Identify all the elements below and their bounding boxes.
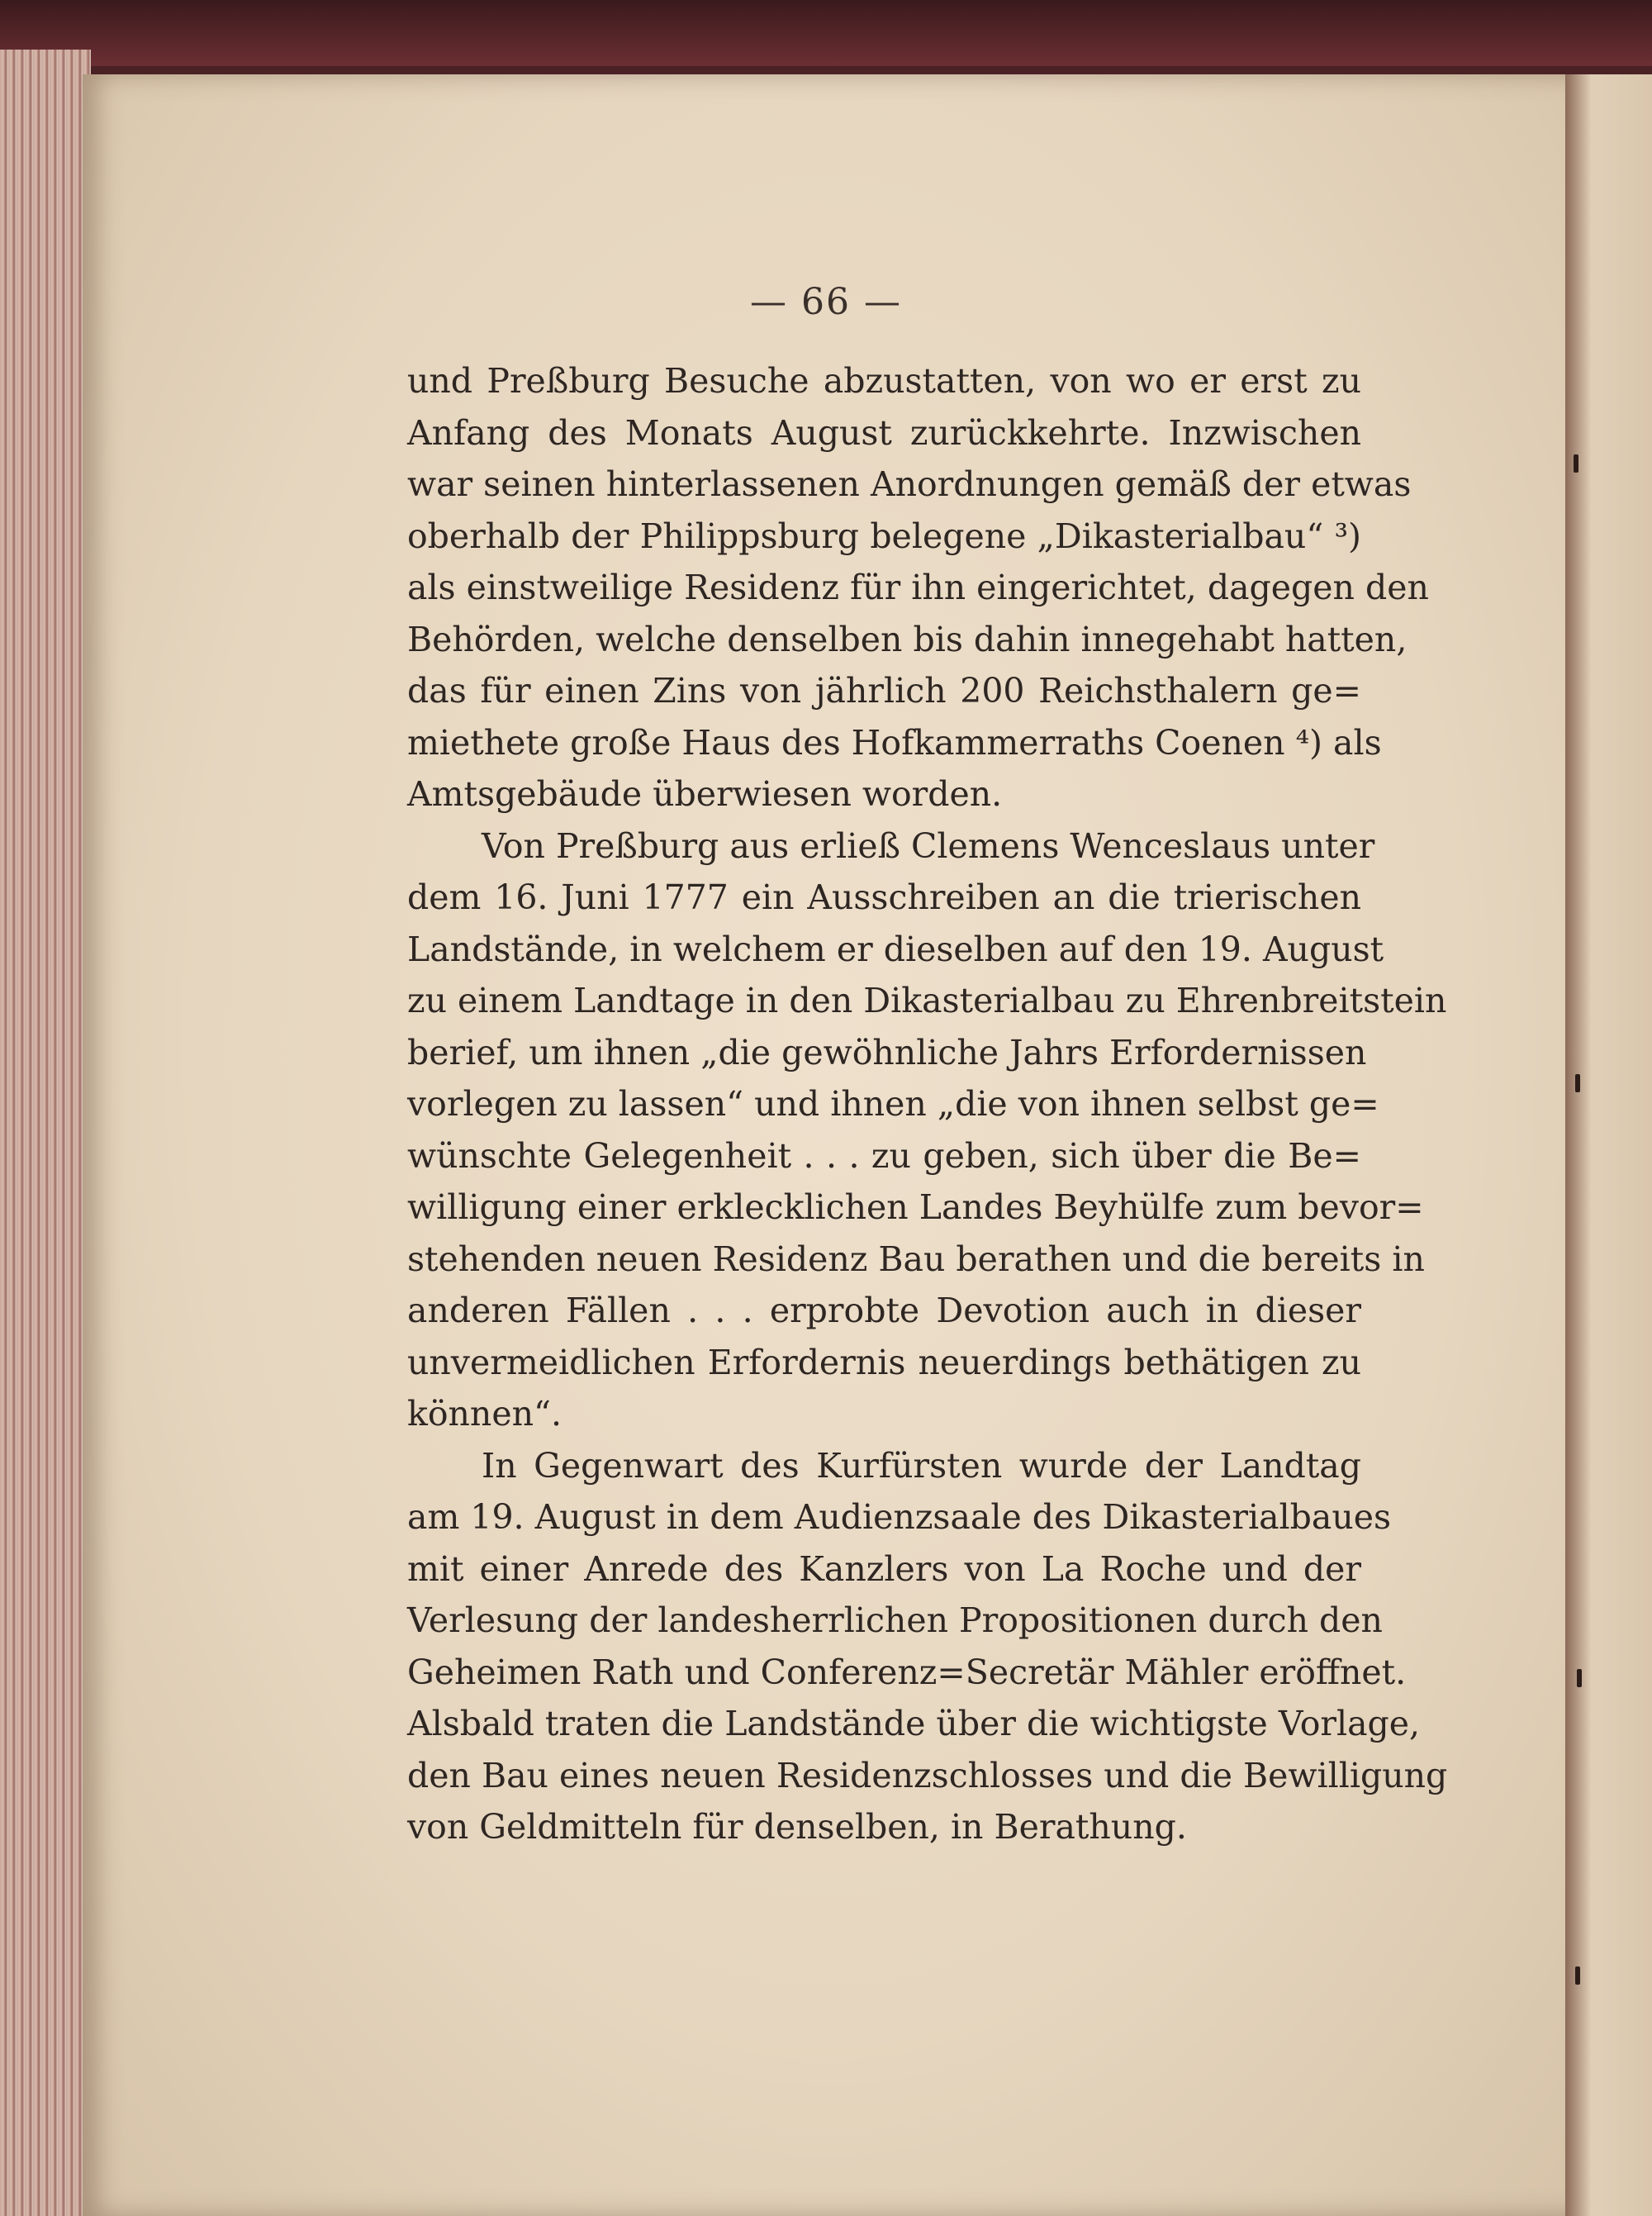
text-line: vorlegen zu lassen“ und ihnen „die von ihnen selbst ge= bbox=[407, 1084, 1379, 1124]
text-line: zu einem Landtage in den Dikasterialbau zu Ehrenbreitstein bbox=[407, 981, 1447, 1020]
text-line: willigung einer erklecklichen Landes Beyhülfe zum bevor= bbox=[407, 1187, 1424, 1227]
text-line: dem 16. Juni 1777 ein Ausschreiben an die trierischen bbox=[407, 877, 1361, 917]
paragraph-3 bbox=[407, 1440, 1448, 1853]
gutter-mark bbox=[1575, 1074, 1580, 1092]
text-line: von Geldmitteln für denselben, in Berathung. bbox=[407, 1807, 1187, 1847]
text-line: stehenden neuen Residenz Bau berathen und die bereits in bbox=[407, 1239, 1425, 1279]
text-line: oberhalb der Philippsburg belegene „Dikasterialbau“ ³) bbox=[407, 516, 1361, 556]
text-line: und Preßburg Besuche abzustatten, von wo er erst zu bbox=[407, 361, 1361, 401]
text-line: können“. bbox=[407, 1394, 563, 1434]
text-line: mit einer Anrede des Kanzlers von La Roche und der bbox=[407, 1548, 1361, 1589]
text-line: Von Preßburg aus erließ Clemens Wenceslaus unter bbox=[482, 825, 1375, 866]
text-line: Verlesung der landesherrlichen Propositionen durch den bbox=[407, 1600, 1383, 1640]
paragraph-2 bbox=[407, 820, 1447, 1440]
gutter-mark bbox=[1575, 1966, 1580, 1985]
text-line: am 19. August in dem Audienzsaale des Dikasterialbaues bbox=[407, 1497, 1392, 1537]
text-line: Alsbald traten die Landstände über die wichtigste Vorlage, bbox=[407, 1704, 1421, 1743]
text-line: war seinen hinterlassenen Anordnungen gemäß der etwas bbox=[407, 464, 1412, 504]
text-line: miethete große Haus des Hofkammerraths Coenen ⁴) als bbox=[407, 722, 1382, 763]
text-line: anderen Fällen . . . erprobte Devotion auch in dieser bbox=[407, 1291, 1361, 1330]
text-line: In Gegenwart des Kurfürsten wurde der Landtag bbox=[482, 1445, 1361, 1486]
text-line: Behörden, welche denselben bis dahin innegehabt hatten, bbox=[407, 619, 1408, 659]
text-line: unvermeidlichen Erfordernis neuerdings bethätigen zu bbox=[407, 1342, 1361, 1382]
book-cover-edge bbox=[0, 0, 1652, 66]
text-line: Landstände, in welchem er dieselben auf den 19. August bbox=[407, 929, 1384, 969]
text-line: Anfang des Monats August zurückkehrte. Inzwischen bbox=[407, 412, 1361, 453]
gutter-mark bbox=[1574, 454, 1578, 473]
text-line: Amtsgebäude überwiesen worden. bbox=[407, 774, 1003, 814]
facing-page-gutter bbox=[1565, 74, 1652, 2216]
text-line: als einstweilige Residenz für ihn eingerichtet, dagegen den bbox=[407, 568, 1429, 607]
text-line: wünschte Gelegenheit . . . zu geben, sich über die Be= bbox=[407, 1135, 1361, 1176]
paragraph-1 bbox=[407, 355, 1429, 820]
text-line: Geheimen Rath und Conferenz=Secretär Mähler eröffnet. bbox=[407, 1652, 1407, 1692]
page-stack-edge bbox=[0, 50, 91, 2216]
gutter-mark bbox=[1577, 1669, 1582, 1687]
text-line: berief, um ihnen „die gewöhnliche Jahrs Erfordernissen bbox=[407, 1032, 1367, 1072]
body-text bbox=[407, 355, 1448, 1853]
page-number: — 66 — bbox=[750, 281, 902, 323]
text-line: den Bau eines neuen Residenzschlosses und die Bewilligung bbox=[407, 1755, 1448, 1795]
text-line: das für einen Zins von jährlich 200 Reichsthalern ge= bbox=[407, 671, 1361, 711]
